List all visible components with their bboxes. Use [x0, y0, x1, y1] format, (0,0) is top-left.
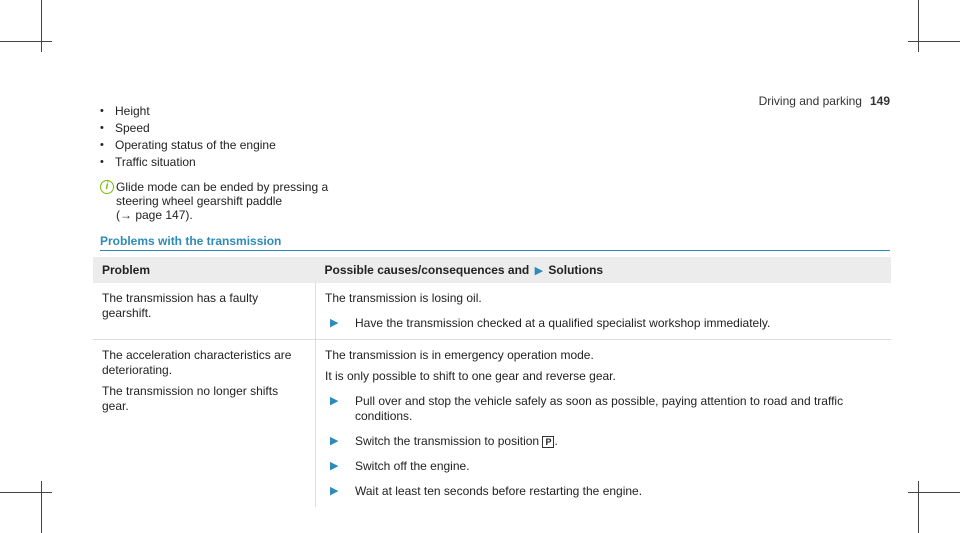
cause-text: It is only possible to shift to one gear and reverse gear. — [325, 369, 616, 383]
list-item: • Traffic situation — [100, 154, 276, 171]
solution-step: ▶ Switch the transmission to position P . — [330, 434, 558, 448]
table-row — [93, 283, 891, 340]
crop-mark — [908, 41, 960, 42]
solution-cell — [316, 283, 892, 340]
column-header-problem: Problem — [93, 257, 316, 283]
note-line: steering wheel gearshift paddle — [116, 194, 283, 208]
solution-step — [325, 394, 883, 424]
solution-cell — [316, 340, 892, 508]
cause-text: The transmission is in emergency operation mode. — [325, 348, 594, 362]
info-icon: i — [100, 180, 114, 194]
arrow-icon: ▶ — [330, 435, 339, 447]
problem-text: The acceleration characteristics are deteriorating. — [102, 348, 292, 377]
section-divider — [100, 250, 890, 251]
section-title: Problems with the transmission — [100, 234, 282, 248]
arrow-icon: ▶ — [330, 485, 339, 497]
solution-step — [325, 459, 883, 474]
park-position-symbol: P — [542, 436, 554, 448]
step-text: Have the transmission checked at a qualified specialist workshop immediately. — [355, 316, 771, 330]
crop-mark — [918, 0, 919, 52]
problem-text: The transmission has a faulty gearshift. — [102, 291, 259, 320]
crop-mark — [41, 481, 42, 533]
crop-mark — [918, 481, 919, 533]
list-item: • Operating status of the engine — [100, 137, 276, 154]
problem-cell — [93, 340, 316, 508]
arrow-icon: ▶ — [330, 395, 339, 407]
note-page-reference[interactable]: (→ page 147). — [116, 208, 193, 222]
info-note — [100, 180, 340, 222]
arrow-icon: ▶ — [330, 317, 339, 329]
column-header-solutions — [316, 257, 892, 283]
bullet-list — [100, 103, 276, 171]
column-header-causes-label: Possible causes/consequences and — [324, 263, 530, 277]
cause-text: The transmission is losing oil. — [325, 291, 482, 305]
problem-cell — [93, 283, 316, 340]
list-item: • Height — [100, 103, 276, 120]
column-header-solutions-label: Solutions — [548, 263, 604, 277]
section-name: Driving and parking — [758, 94, 862, 108]
crop-mark — [908, 492, 960, 493]
arrow-icon: ▶ — [330, 460, 339, 472]
crop-mark — [0, 41, 52, 42]
note-line: Glide mode can be ended by pressing a — [116, 180, 329, 194]
table-row — [93, 340, 891, 508]
step-text: Switch the transmission to position — [355, 434, 540, 448]
problem-text: The transmission no longer shifts gear. — [102, 384, 279, 413]
step-text: Wait at least ten seconds before restarting the engine. — [355, 484, 643, 498]
page-number: 149 — [869, 94, 890, 108]
solution-step — [325, 316, 883, 331]
running-header — [759, 94, 890, 108]
arrow-icon: ▶ — [534, 265, 544, 277]
crop-mark — [41, 0, 42, 52]
step-text: Switch off the engine. — [355, 459, 470, 473]
solution-step — [325, 484, 883, 499]
crop-mark — [0, 492, 52, 493]
list-item: • Speed — [100, 120, 276, 137]
table-header-row — [93, 257, 891, 283]
problems-table — [93, 257, 891, 507]
step-text: Pull over and stop the vehicle safely as soon as possible, paying attention to road and traffic conditions. — [355, 394, 844, 423]
